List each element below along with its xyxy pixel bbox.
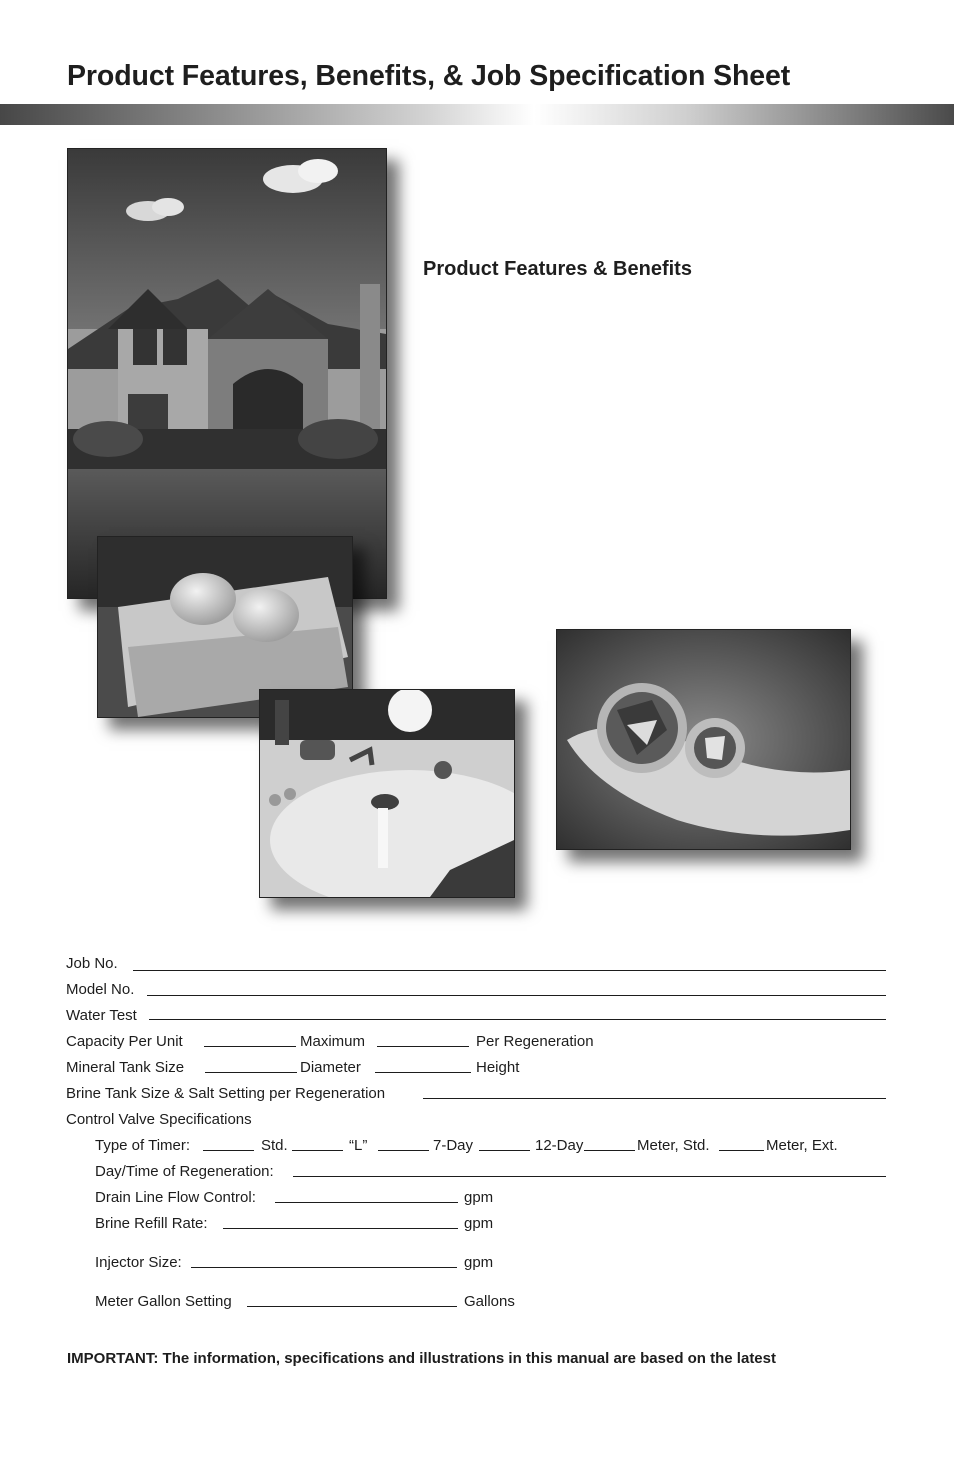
injector-size-unit: gpm [464, 1254, 494, 1271]
house-photo [67, 148, 387, 599]
timer-meter-std-blank[interactable] [584, 1150, 635, 1151]
timer-meter-ext-blank[interactable] [719, 1150, 764, 1151]
meter-gallon-unit: Gallons [464, 1293, 515, 1310]
control-valve-label: Control Valve Specifications [66, 1111, 252, 1128]
mineral-tank-diameter-field[interactable] [205, 1072, 297, 1073]
brine-refill-unit: gpm [464, 1215, 494, 1232]
brine-refill-rate-label: Brine Refill Rate: [95, 1215, 208, 1232]
capacity-per-unit-field[interactable] [204, 1046, 296, 1047]
day-time-regeneration-field[interactable] [293, 1176, 886, 1177]
injector-size-label: Injector Size: [95, 1254, 182, 1271]
job-no-label: Job No. [66, 955, 118, 972]
title-gradient-rule [0, 104, 954, 125]
diameter-label: Diameter [300, 1059, 361, 1076]
injector-size-field[interactable] [191, 1267, 457, 1268]
scaled-pipes-in-hand-photo [556, 629, 851, 850]
brine-tank-field[interactable] [423, 1098, 886, 1099]
drain-line-flow-label: Drain Line Flow Control: [95, 1189, 256, 1206]
timer-l-option: “L” [349, 1137, 368, 1154]
timer-std-blank[interactable] [203, 1150, 254, 1151]
timer-7day-option: 7-Day [433, 1137, 474, 1154]
job-no-field[interactable] [133, 970, 886, 971]
meter-gallon-setting-field[interactable] [247, 1306, 457, 1307]
drain-line-unit: gpm [464, 1189, 494, 1206]
per-regeneration-label: Per Regeneration [476, 1033, 594, 1050]
model-no-label: Model No. [66, 981, 135, 998]
timer-meter-ext-option: Meter, Ext. [766, 1137, 838, 1154]
brine-refill-rate-field[interactable] [223, 1228, 458, 1229]
features-heading: Product Features & Benefits [423, 258, 692, 280]
capacity-per-unit-label: Capacity Per Unit [66, 1033, 183, 1050]
meter-gallon-setting-label: Meter Gallon Setting [95, 1293, 232, 1310]
bathtub-faucet-photo [259, 689, 515, 898]
mineral-tank-size-label: Mineral Tank Size [66, 1059, 185, 1076]
page-title: Product Features, Benefits, & Job Specification Sheet [67, 60, 791, 92]
timer-12day-blank[interactable] [479, 1150, 530, 1151]
model-no-field[interactable] [147, 995, 886, 996]
water-test-field[interactable] [149, 1019, 886, 1020]
maximum-field[interactable] [377, 1046, 469, 1047]
maximum-label: Maximum [300, 1033, 366, 1050]
timer-meter-std-option: Meter, Std. [637, 1137, 710, 1154]
timer-l-blank[interactable] [292, 1150, 343, 1151]
timer-std-option: Std. [261, 1137, 288, 1154]
brine-tank-label: Brine Tank Size & Salt Setting per Regeneration [66, 1085, 386, 1102]
timer-12day-option: 12-Day [535, 1137, 584, 1154]
mineral-tank-height-field[interactable] [375, 1072, 471, 1073]
day-time-regeneration-label: Day/Time of Regeneration: [95, 1163, 274, 1180]
height-label: Height [476, 1059, 520, 1076]
type-of-timer-label: Type of Timer: [95, 1137, 191, 1154]
timer-7day-blank[interactable] [378, 1150, 429, 1151]
important-notice: IMPORTANT: The information, specifications and illustrations in this manual are based on the latest [67, 1350, 776, 1367]
drain-line-flow-field[interactable] [275, 1202, 458, 1203]
water-test-label: Water Test [66, 1007, 137, 1024]
